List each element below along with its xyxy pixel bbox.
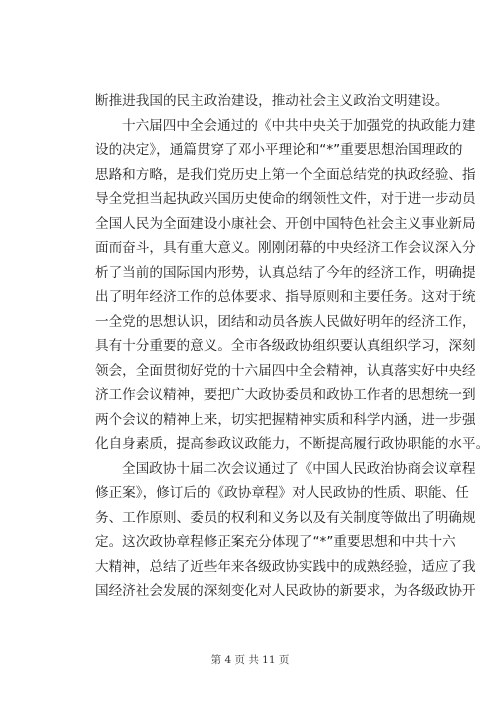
text-line: 修正案》，修订后的《政协章程》对人民政协的性质、职能、任 (95, 485, 469, 501)
body-text (95, 89, 490, 604)
page-number-footer: 第 4 页 共 11 页 (210, 654, 290, 666)
text-line: 务、工作原则、委员的权利和义务以及有关制度等做出了明确规 (95, 509, 476, 526)
text-line: 全国人民为全面建设小康社会、开创中国特色社会主义事业新局 (95, 215, 476, 232)
text-line: 思路和方略，是我们党历史上第一个全面总结党的执政经验、指 (95, 166, 476, 183)
text-line: 出了明年经济工作的总体要求、指导原则和主要任务。这对于统 (95, 289, 476, 305)
text-line: 领会，全面贯彻好党的十六届四中全会精神，认真落实好中央经 (95, 362, 476, 379)
text-line: 具有十分重要的意义。全市各级政协组织要认真组织学习，深刻 (95, 338, 476, 354)
text-line: 十六届四中全会通过的《中共中央关于加强党的执政能力建 (122, 117, 476, 134)
text-line: 析了当前的国际国内形势，认真总结了今年的经济工作，明确提 (95, 264, 476, 281)
text-line: 面而奋斗，具有重大意义。刚刚闭幕的中央经济工作会议深入分 (95, 240, 476, 256)
text-line: 定。这次政协章程修正案充分体现了“*”重要思想和中共十六 (95, 534, 456, 550)
text-line: 化自身素质，提高参政议政能力，不断提高履行政协职能的水平。 (95, 436, 490, 452)
text-line: 济工作会议精神，要把广大政协委员和政协工作者的思想统一到 (95, 387, 476, 403)
text-line: 大精神，总结了近些年来各级政协实践中的成熟经验，适应了我 (95, 558, 476, 575)
text-line: 一全党的思想认识，团结和动员各族人民做好明年的经济工作， (95, 313, 476, 330)
text-line: 断推进我国的民主政治建设，推动社会主义政治文明建设。 (95, 93, 449, 109)
text-line: 两个会议的精神上来，切实把握精神实质和科学内涵，进一步强 (95, 411, 476, 428)
text-line: 设的决定》，通篇贯穿了邓小平理论和“*”重要思想治国理政的 (95, 142, 463, 158)
text-line: 导全党担当起执政兴国历史使命的纲领性文件，对于进一步动员 (95, 191, 476, 207)
text-line: 全国政协十届二次会议通过了《中国人民政治协商会议章程 (122, 460, 476, 477)
text-line: 国经济社会发展的深刻变化对人民政协的新要求，为各级政协开 (95, 583, 476, 599)
